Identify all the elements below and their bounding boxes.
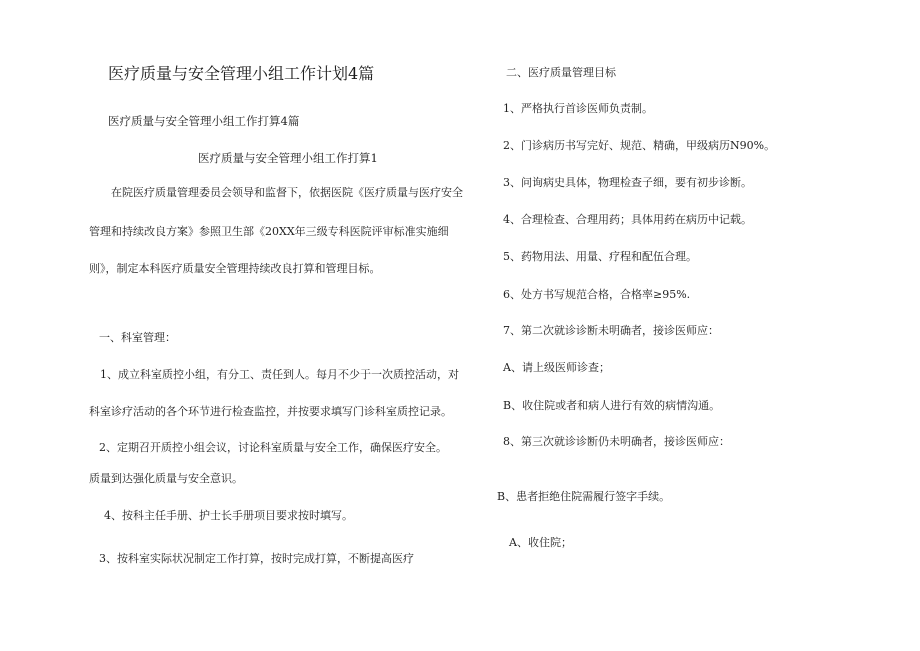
item-1-line-2: 科室诊疗活动的各个环节进行检查监控，并按要求填写门诊科室质控记录。 [89,405,452,418]
goal-item-6: 6、处方书写规范合格，合格率≥95%. [503,288,691,301]
goal-item-7: 7、第二次就诊诊断未明确者，接诊医师应： [503,324,719,337]
item-2-line-2: 质量到达强化质量与安全意识。 [89,472,243,485]
goal-item-5: 5、药物用法、用量、疗程和配伍合理。 [503,250,697,263]
document-subtitle: 医疗质量与安全管理小组工作打算4篇 [108,114,300,128]
goal-item-8b: B、患者拒绝住院需履行签字手续。 [497,490,671,503]
section-title: 医疗质量与安全管理小组工作打算1 [198,151,378,165]
item-3: 3、按科室实际状况制定工作打算，按时完成打算，不断提高医疗 [99,552,414,565]
document-title: 医疗质量与安全管理小组工作计划4篇 [108,64,375,83]
goal-item-4: 4、合理检查、合理用药；具体用药在病历中记载。 [503,213,752,226]
goal-item-3: 3、问询病史具体，物理检查子细，要有初步诊断。 [503,176,752,189]
goal-item-8a: A、收住院； [509,536,572,549]
intro-line-2: 管理和持续改良方案》参照卫生部《20XX年三级专科医院评审标准实施细 [89,225,449,238]
goal-item-1: 1、严格执行首诊医师负责制。 [503,102,653,115]
heading-quality-goals: 二、医疗质量管理目标 [506,66,616,79]
goal-item-7a: A、请上级医师诊查； [503,361,610,374]
intro-line-3: 则》，制定本科医疗质量安全管理持续改良打算和管理目标。 [89,262,381,275]
item-4: 4、按科主任手册、护士长手册项目要求按时填写。 [104,509,353,522]
goal-item-8: 8、第三次就诊诊断仍未明确者，接诊医师应： [503,435,730,448]
intro-line-1: 在院医疗质量管理委员会领导和监督下，依据医院《医疗质量与医疗安全 [111,186,463,199]
goal-item-7b: B、收住院或者和病人进行有效的病情沟通。 [503,399,721,412]
goal-item-2: 2、门诊病历书写完好、规范、精确，甲级病历N90%。 [503,139,776,152]
item-1-line-1: 1、成立科室质控小组，有分工、责任到人。每月不少于一次质控活动，对 [100,368,459,381]
item-2-line-1: 2、定期召开质控小组会议，讨论科室质量与安全工作，确保医疗安全。 [99,441,447,454]
heading-department-management: 一、科室管理： [99,331,176,344]
